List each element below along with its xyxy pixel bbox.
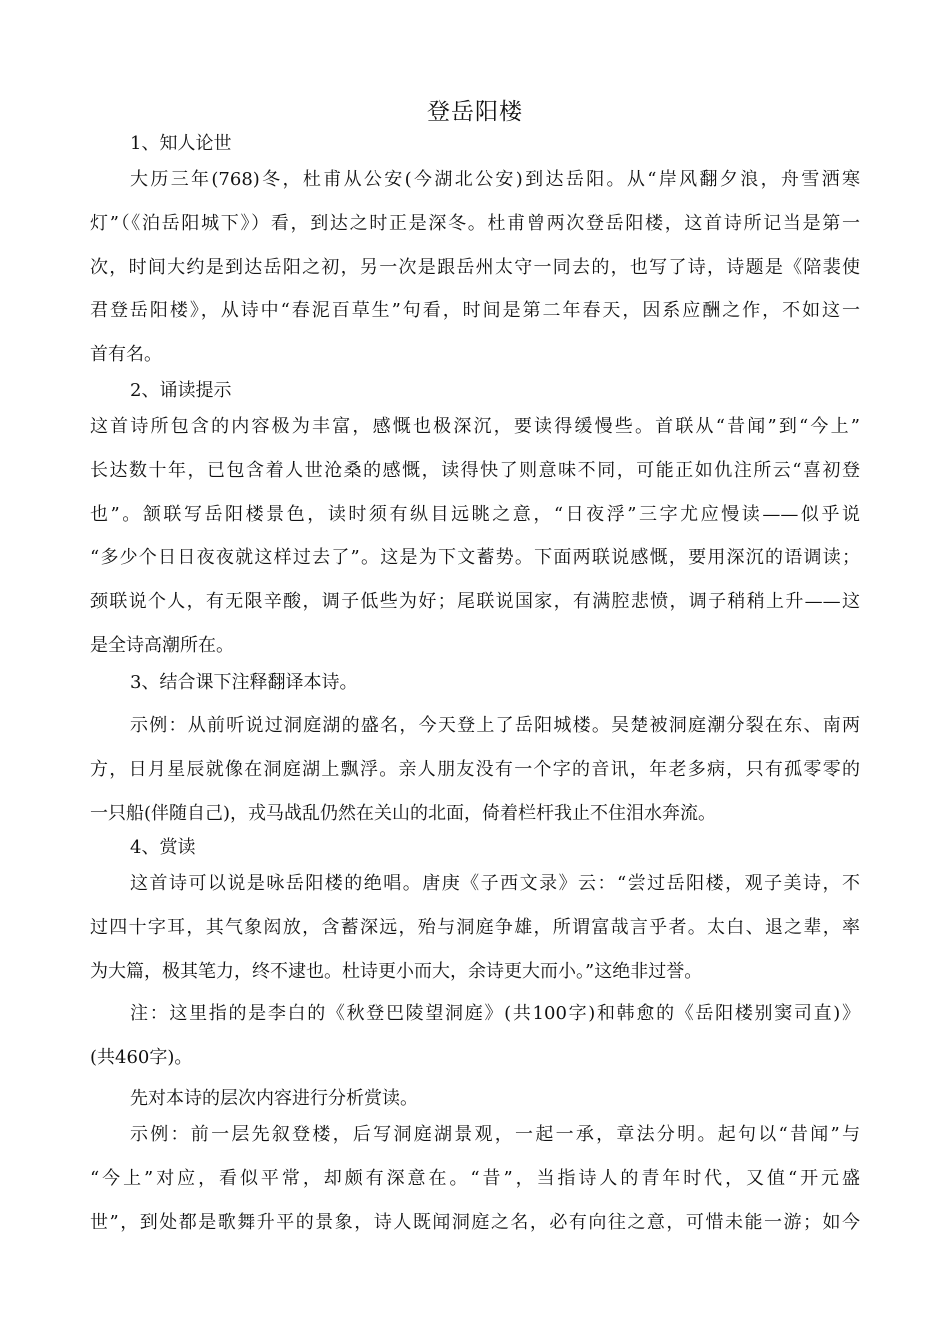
paragraph-line: 这首诗所包含的内容极为丰富，感慨也极深沉，要读得缓慢些。首联从“昔闻”到“今上”	[90, 416, 860, 437]
paragraph-line: 世”，到处都是歌舞升平的景象，诗人既闻洞庭之名，必有向往之意，可惜未能一游；如今	[90, 1211, 860, 1233]
section-3-paragraph	[90, 704, 860, 835]
paragraph-line: 为大篇，极其笔力，终不逮也。杜诗更小而大，余诗更大而小。”这绝非过誉。	[90, 960, 703, 982]
paragraph-line: (共460字)。	[90, 1046, 193, 1068]
paragraph-line: 示例：前一层先叙登楼，后写洞庭湖景观，一起一承，章法分明。起句以“昔闻”与	[130, 1124, 860, 1145]
paragraph-line: 是全诗高潮所在。	[90, 634, 234, 656]
paragraph-line: 注：这里指的是李白的《秋登巴陵望洞庭》(共100字)和韩愈的《岳阳楼别窦司直)》	[130, 1003, 860, 1024]
paragraph-line: 方，日月星辰就像在洞庭湖上飘浮。亲人朋友没有一个字的音讯，年老多病，只有孤零零的	[90, 758, 860, 780]
section-heading-3: 3、结合课下注释翻译本诗。	[130, 672, 358, 693]
paragraph-line: 君登岳阳楼》，从诗中“春泥百草生”句看，时间是第二年春天，因系应酬之作，不如这一	[90, 300, 860, 322]
document-title: 登岳阳楼	[427, 99, 523, 125]
note-paragraph	[90, 992, 860, 1080]
paragraph-line: “多少个日日夜夜就这样过去了”。这是为下文蓄势。下面两联说感慨，要用深沉的语调读；	[90, 547, 860, 569]
paragraph-line: 这首诗可以说是咏岳阳楼的绝唱。唐庚《子西文录》云：“尝过岳阳楼，观子美诗，不	[130, 873, 860, 894]
section-heading-2: 2、诵读提示	[130, 380, 232, 401]
paragraph-line: 也”。颔联写岳阳楼景色，读时须有纵目远眺之意，“日夜浮”三字尤应慢读——似乎说	[90, 503, 860, 525]
paragraph-line: 长达数十年，已包含着人世沧桑的感慨，读得快了则意味不同，可能正如仇注所云“喜初登	[90, 459, 860, 481]
paragraph-line: 灯”（《泊岳阳城下》）看，到达之时正是深冬。杜甫曾两次登岳阳楼，这首诗所记当是第一	[90, 212, 860, 234]
section-1-paragraph	[90, 158, 860, 377]
analysis-intro: 先对本诗的层次内容进行分析赏读。	[130, 1088, 418, 1109]
paragraph-line: 首有名。	[90, 344, 162, 366]
section-2-paragraph	[90, 405, 860, 668]
paragraph-line: 过四十字耳，其气象闳放，含蓄深远，殆与洞庭争雄，所谓富哉言乎者。太白、退之辈，率	[90, 916, 860, 938]
section-heading-4: 4、赏读	[130, 837, 196, 858]
section-heading-1: 1、知人论世	[130, 133, 232, 154]
paragraph-line: 大历三年(768)冬，杜甫从公安(今湖北公安)到达岳阳。从“岸风翻夕浪，舟雪洒寒	[130, 169, 860, 190]
paragraph-line: 一只船(伴随自己)，戎马战乱仍然在关山的北面，倚着栏杆我止不住泪水奔流。	[90, 802, 717, 824]
section-4-paragraph	[90, 862, 860, 993]
paragraph-line: 次，时间大约是到达岳阳之初，另一次是跟岳州太守一同去的，也写了诗，诗题是《陪裴使	[90, 256, 860, 278]
example-paragraph	[90, 1113, 860, 1244]
paragraph-line: “今上”对应，看似平常，却颇有深意在。“昔”，当指诗人的青年时代，又值“开元盛	[90, 1167, 860, 1189]
paragraph-line: 示例：从前听说过洞庭湖的盛名，今天登上了岳阳城楼。吴楚被洞庭潮分裂在东、南两	[130, 715, 860, 736]
paragraph-line: 颈联说个人，有无限辛酸，调子低些为好；尾联说国家，有满腔悲愤，调子稍稍上升——这	[90, 591, 860, 613]
